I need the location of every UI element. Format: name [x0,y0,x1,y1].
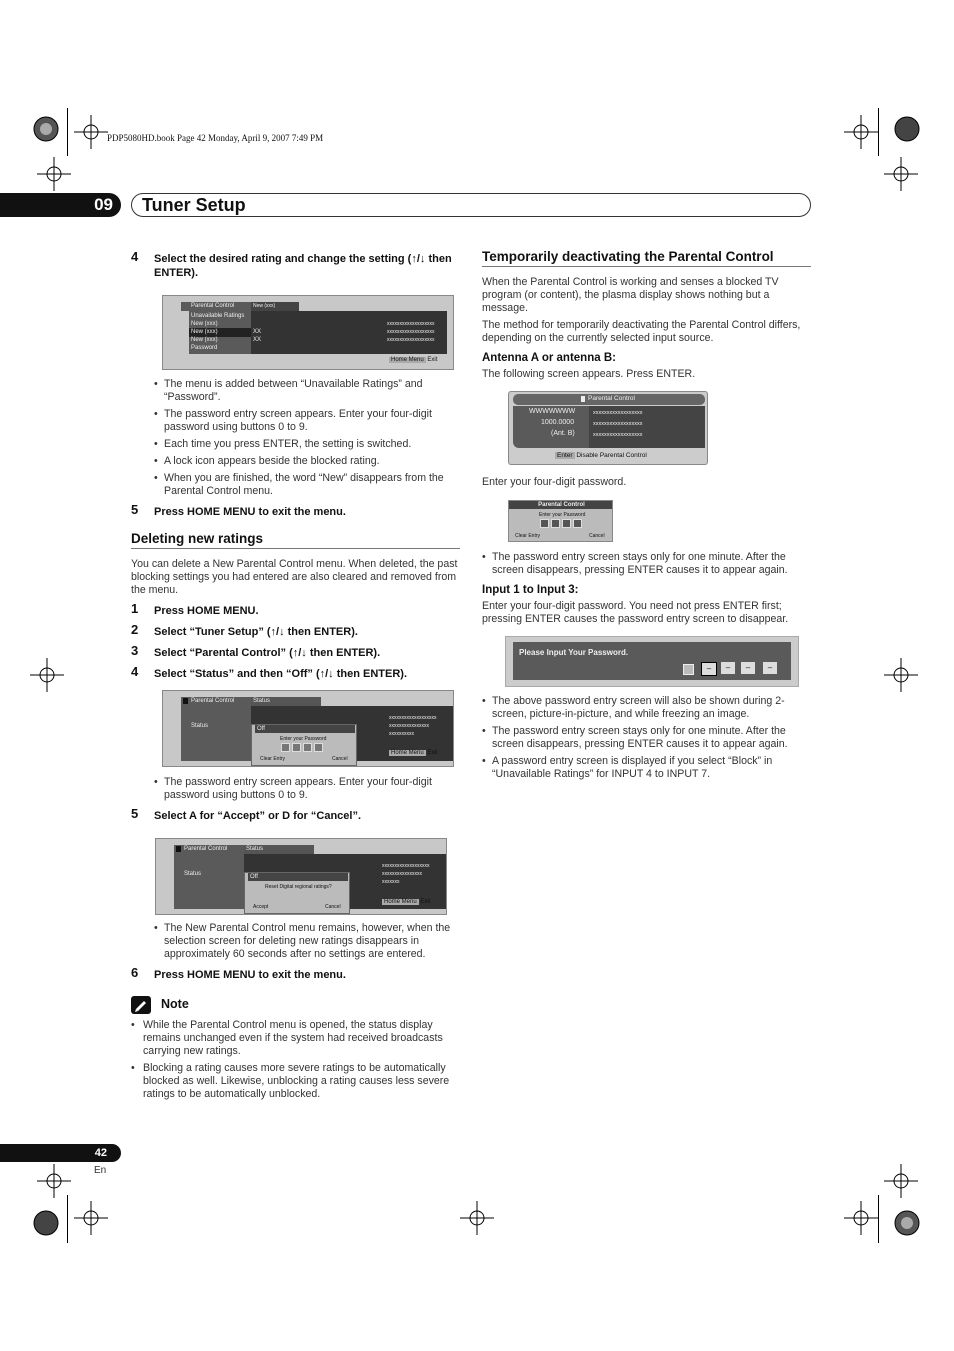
page-number: 42 [0,1144,121,1162]
osd-screen-password: Parental Control Enter your Password Clear Entry Cancel [508,500,613,542]
note-item: • Blocking a rating causes more severe ratings to be automatically blocked as well. Likewise, unblocking a rating causes less severe ratings to be automatically unblocked. [131,1062,460,1101]
section-heading: Deleting new ratings [131,531,460,549]
paragraph: When the Parental Control is working and senses a blocked TV program (or content), the plasma display shows nothing but a message. [482,276,779,314]
osd-title-bar [174,845,244,854]
step [131,643,459,660]
step-text: Press HOME MENU to exit the menu. [154,969,346,981]
osd-title-bar [181,302,251,311]
subheading: Antenna A or antenna B: [482,352,616,364]
section-heading: Temporarily deactivating the Parental Control [482,249,811,267]
crosshair-icon [844,115,878,149]
step-number: 1 [131,601,139,616]
password-digit-box[interactable] [314,743,323,752]
cancel-label[interactable]: Cancel [325,904,341,910]
password-digit-box[interactable] [562,519,571,528]
clear-entry-label[interactable]: Clear Entry [515,533,541,539]
osd-content: xxxxxxxxxxxxxxxxxxx xxxxxxxxxxxxxxxx xxxxxxxxxx [251,706,454,761]
osd-title-bar [513,394,705,405]
crop-line [67,1195,68,1243]
password-digit-box[interactable] [540,519,549,528]
step-number: 4 [131,664,139,679]
crop-line [878,1195,879,1243]
osd-menu-item[interactable]: New (xxx) [191,337,218,343]
disable-parental-control[interactable]: Disable Parental Control [576,452,647,459]
note-item: • While the Parental Control menu is opened, the status display remains unchanged even if the system had received broadcasts carrying new ratings. [131,1019,460,1058]
crosshair-icon [884,658,918,692]
osd-screen-ratings [162,295,454,370]
osd-menu-item[interactable]: New (xxx) [191,321,218,327]
step [131,601,459,618]
step [131,622,459,639]
crosshair-icon [74,115,108,149]
osd-title: Parental Control [184,846,228,852]
osd-menu-item[interactable]: Status [184,871,202,877]
step-number: 3 [131,643,139,658]
step [131,502,459,519]
password-digit-box[interactable]: – [763,662,777,674]
password-digit-box[interactable]: – [701,662,717,676]
crosshair-icon [37,1164,71,1198]
clear-entry-label[interactable]: Clear Entry [260,756,286,762]
lock-icon [581,396,585,402]
osd-tab: New (xxx) [251,302,299,311]
osd-title: Parental Control [191,698,235,704]
osd-menu-item[interactable]: Status [191,723,209,729]
osd-footer: Home Menu Exit [391,750,438,756]
lock-icon [183,698,188,704]
step-text: Select A for “Accept” or D for “Cancel”. [154,810,362,822]
osd-screen-status [162,690,454,767]
language-code: En [94,1165,107,1176]
osd-menu [174,854,244,909]
step-text: Select the desired rating and change the setting (↑/↓ then ENTER). [154,253,452,279]
password-digit-box[interactable] [551,519,560,528]
password-digit-box[interactable] [573,519,582,528]
bullet: • The password entry screen appears. Enter your four-digit password using buttons 0 to 9. [154,776,459,802]
step-text: Press HOME MENU. [154,605,259,617]
bullet: • When you are finished, the word “New” disappears from the Parental Control menu. [154,472,459,498]
osd-footer: Home Menu Exit [384,899,431,905]
crosshair-icon [37,157,71,191]
crosshair-icon [460,1201,494,1235]
bullet: • The above password entry screen will also be shown during 2-screen, picture-in-picture, and while freezing an image. [482,695,811,721]
crop-line [878,108,879,156]
step [131,664,459,681]
osd-screen-reset [155,838,447,915]
step-number: 5 [131,806,139,821]
registration-mark-icon [890,112,924,146]
registration-mark-icon [29,1206,63,1240]
crosshair-icon [884,1164,918,1198]
step-text: Select “Tuner Setup” (↑/↓ then ENTER). [154,626,358,638]
chapter-header [0,193,811,217]
osd-menu-item[interactable]: Unavailable Ratings [191,313,245,319]
password-digit-box[interactable] [292,743,301,752]
accept-label[interactable]: Accept [253,904,269,910]
registration-mark-icon [890,1206,924,1240]
password-popup: Off Enter your Password Clear Entry Cancel [251,724,357,766]
crosshair-icon [884,157,918,191]
enter-key: Enter [557,452,573,459]
cancel-label[interactable]: Cancel [589,533,605,539]
chapter-title: Tuner Setup [131,193,811,217]
paragraph: You can delete a New Parental Control menu. When deleted, the past blocking settings you had entered are also cleared and removed from the menu. [131,558,458,596]
note-title: Note [161,997,189,1011]
lock-icon [683,664,694,675]
crosshair-icon [844,1201,878,1235]
osd-title-bar [181,697,251,706]
osd-title: Parental Control [191,303,235,309]
osd-footer: Home Menu Exit [391,357,438,363]
paragraph: Enter your four-digit password. You need not press ENTER first; pressing ENTER causes the password entry screen to disappear. [482,600,789,625]
osd-body [513,642,791,680]
password-digit-box[interactable] [281,743,290,752]
registration-mark-icon [29,112,63,146]
subheading: Input 1 to Input 3: [482,584,579,596]
osd-tab: Status [251,697,321,706]
bullet: • Each time you press ENTER, the setting is switched. [154,438,459,451]
bullet: • The password entry screen appears. Enter your four-digit password using buttons 0 to 9. [154,408,459,434]
osd-footer [555,452,647,460]
note-pencil-icon [131,996,151,1014]
bullet: • The password entry screen stays only for one minute. After the screen disappears, pressing ENTER causes it to appear again. [482,725,811,751]
password-digit-box[interactable]: – [721,662,735,674]
paragraph: Enter your four-digit password. [482,476,627,488]
step [131,249,459,280]
osd-body: WWWWWWW 1000.0000 (Ant. B) xxxxxxxxxxxxxxxxxx xxxxxxxxxxxxxxxxxx xxxxxxxxxxxxxxxxxx [513,406,705,448]
osd-screen-blocked [508,391,708,465]
osd-title: Parental Control [588,395,635,402]
step-text: Press HOME MENU to exit the menu. [154,506,346,518]
osd-menu [181,706,251,761]
paragraph: The method for temporarily deactivating the Parental Control differs, depending on the currently selected input source. [482,319,801,344]
osd-menu [189,311,251,354]
step-number: 2 [131,622,139,637]
bullet: • A password entry screen is displayed if you select “Block” in “Unavailable Ratings” for INPUT 4 to INPUT 7. [482,755,811,781]
bullet: • The menu is added between “Unavailable Ratings” and “Password”. [154,378,459,404]
osd-content: XX XX xxxxxxxxxxxxxxxxxxx xxxxxxxxxxxxxxxxxxx xxxxxxxxxxxxxxxxxxx [251,311,447,354]
password-prompt: Please Input Your Password. [519,648,629,657]
step [131,806,459,823]
paragraph: The following screen appears. Press ENTER. [482,368,696,380]
step [131,965,459,982]
osd-title: Parental Control [509,501,613,509]
crosshair-icon [74,1201,108,1235]
password-digit-box[interactable] [303,743,312,752]
crop-line [67,108,68,156]
step-text: Select “Parental Control” (↑/↓ then ENTER). [154,647,381,659]
bullet: • A lock icon appears beside the blocked rating. [154,455,459,468]
step-number: 6 [131,965,139,980]
step-text: Select “Status” and then “Off” (↑/↓ then ENTER). [154,668,408,680]
osd-menu-item[interactable]: Password [191,345,218,351]
chapter-number: 09 [0,193,121,217]
bullet: • The New Parental Control menu remains, however, when the selection screen for deleting new ratings disappears in approximately 60 seconds after no settings are entered. [154,922,459,961]
book-info: PDP5080HD.book Page 42 Monday, April 9, 2007 7:49 PM [107,133,324,143]
osd-menu-item[interactable]: New (xxx) [191,329,218,335]
crosshair-icon [30,658,64,692]
osd-content: xxxxxxxxxxxxxxxxxxx xxxxxxxxxxxxxxxx xxxxxxx [244,854,447,909]
cancel-label[interactable]: Cancel [332,756,348,762]
step-number: 4 [131,249,139,264]
password-digit-box[interactable]: – [741,662,755,674]
home-menu-key: Home Menu [391,357,424,363]
bullet: • The password entry screen stays only for one minute. After the screen disappears, pressing ENTER causes it to appear again. [482,551,811,577]
lock-icon [176,846,181,852]
step-number: 5 [131,502,139,517]
osd-screen-input-password [505,636,799,687]
reset-popup: Off Reset Digital regional ratings? Accept Cancel [244,872,350,914]
osd-tab: Status [244,845,314,854]
